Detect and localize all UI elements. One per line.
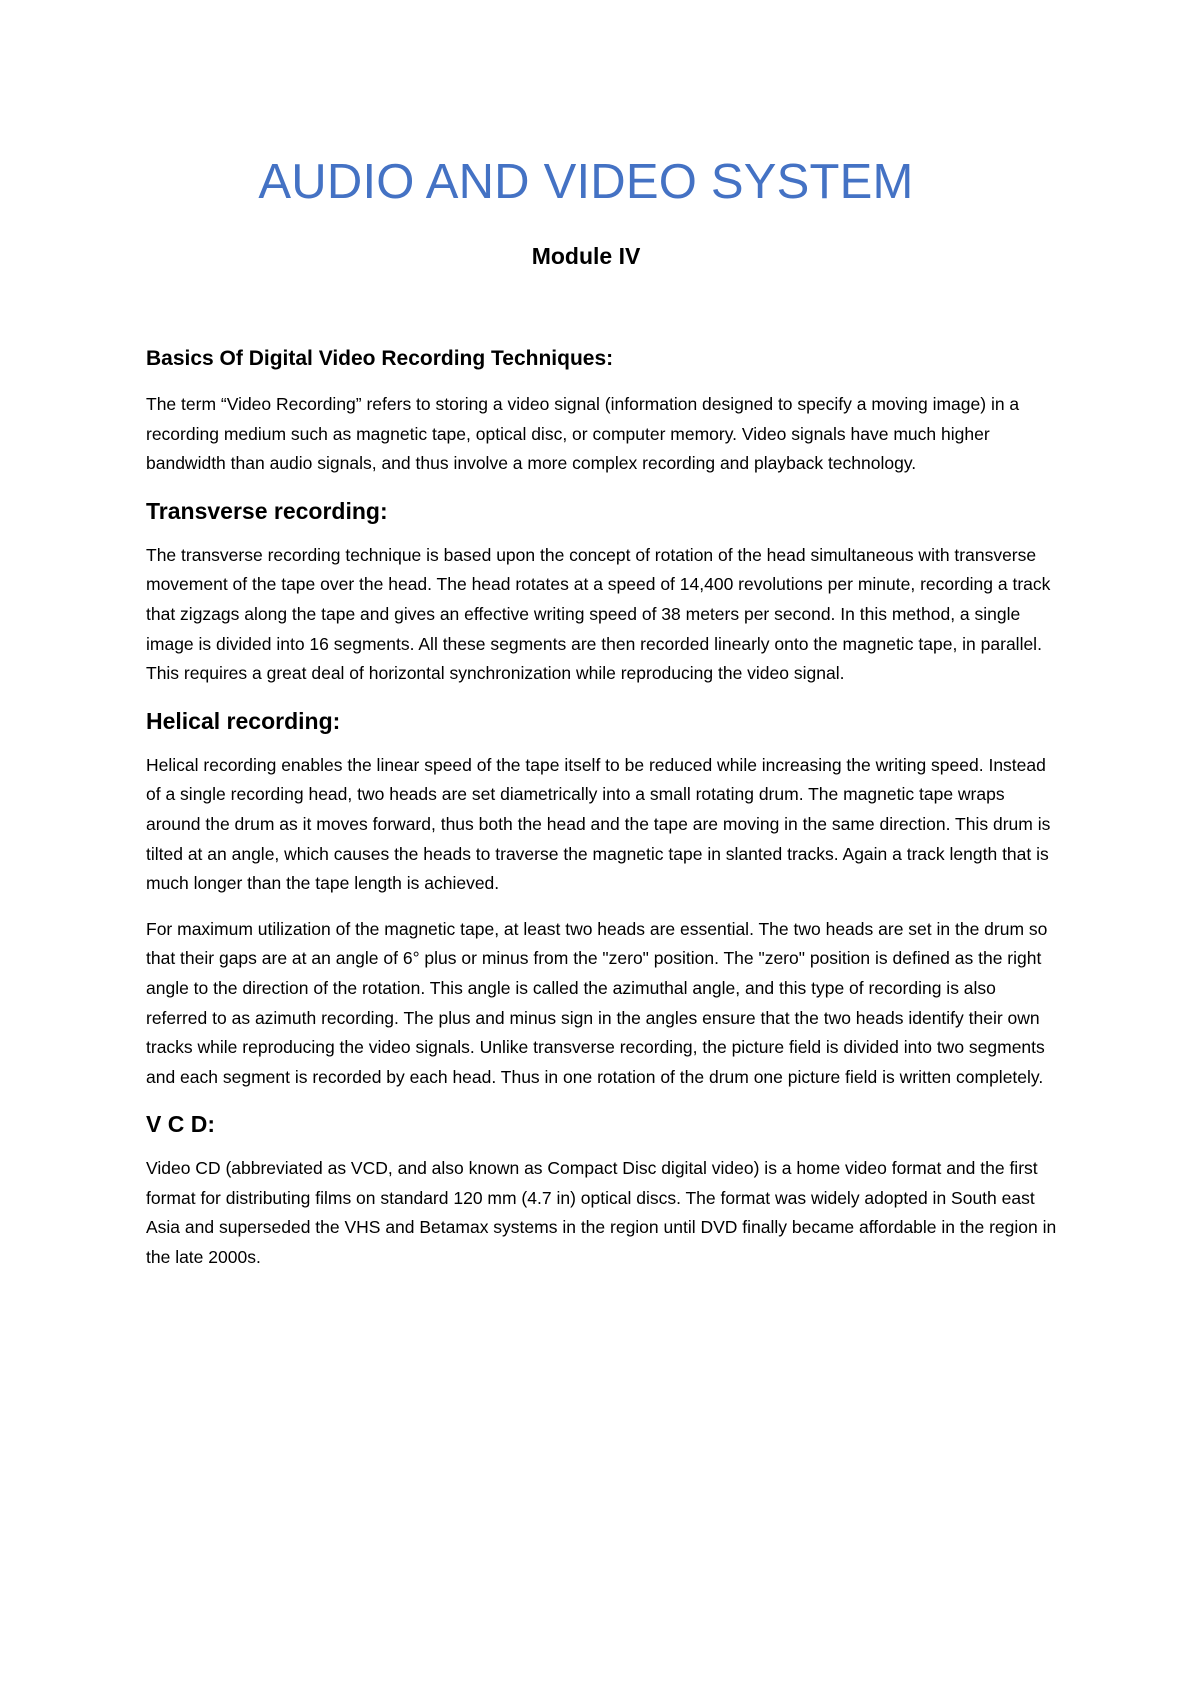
section-transverse-recording (146, 495, 1058, 689)
section-heading: Transverse recording: (146, 497, 388, 524)
section-heading: Basics Of Digital Video Recording Techniques: (146, 347, 614, 370)
section-heading: V C D: (146, 1111, 215, 1138)
document-subtitle: Module IV (531, 243, 641, 269)
section-basics (146, 344, 1058, 479)
paragraph: For maximum utilization of the magnetic tape, at least two heads are essential. The two heads are set in the drum so that their gaps are at an angle of 6° plus or minus from the "zero" position. The "zero" position is defined as the right angle to the direction of the rotation. This angle is called the azimuthal angle, and this type of recording is also referred to as azimuth recording. The plus and minus sign in the angles ensure that the two heads identify their own tracks while reproducing the video signals. Unlike transverse recording, the picture field is divided into two segments and each segment is recorded by each head. Thus in one rotation of the drum one picture field is written completely. (146, 918, 1048, 1087)
document-body (146, 344, 1058, 1289)
section-heading: Helical recording: (146, 707, 341, 734)
paragraph: Helical recording enables the linear speed of the tape itself to be reduced while increasing the writing speed. Instead of a single recording head, two heads are set diametrically into a small rotating drum. The magnetic tape wraps around the drum as it moves forward, thus both the head and the tape are moving in the same direction. This drum is tilted at an angle, which causes the heads to traverse the magnetic tape in slanted tracks. Again a track length that is much longer than the tape length is achieved. (146, 754, 1051, 894)
section-helical-recording (146, 705, 1058, 1093)
section-vcd (146, 1108, 1058, 1272)
paragraph: Video CD (abbreviated as VCD, and also known as Compact Disc digital video) is a home video format and the first format for distributing films on standard 120 mm (4.7 in) optical discs. The format was widely adopted in South east Asia and superseded the VHS and Betamax systems in the region until DVD finally became affordable in the region in the late 2000s. (146, 1158, 1057, 1268)
paragraph: The transverse recording technique is based upon the concept of rotation of the head simultaneous with transverse movement of the tape over the head. The head rotates at a speed of 14,400 revolutions per minute, recording a track that zigzags along the tape and gives an effective writing speed of 38 meters per second. In this method, a single image is divided into 16 segments. All these segments are then recorded linearly onto the magnetic tape, in parallel. This requires a great deal of horizontal synchronization while reproducing the video signal. (146, 544, 1051, 684)
document-title: AUDIO AND VIDEO SYSTEM (258, 155, 914, 209)
paragraph: The term “Video Recording” refers to storing a video signal (information designed to specify a moving image) in a recording medium such as magnetic tape, optical disc, or computer memory. Video signals have much higher bandwidth than audio signals, and thus involve a more complex recording and playback technology. (146, 394, 1020, 474)
